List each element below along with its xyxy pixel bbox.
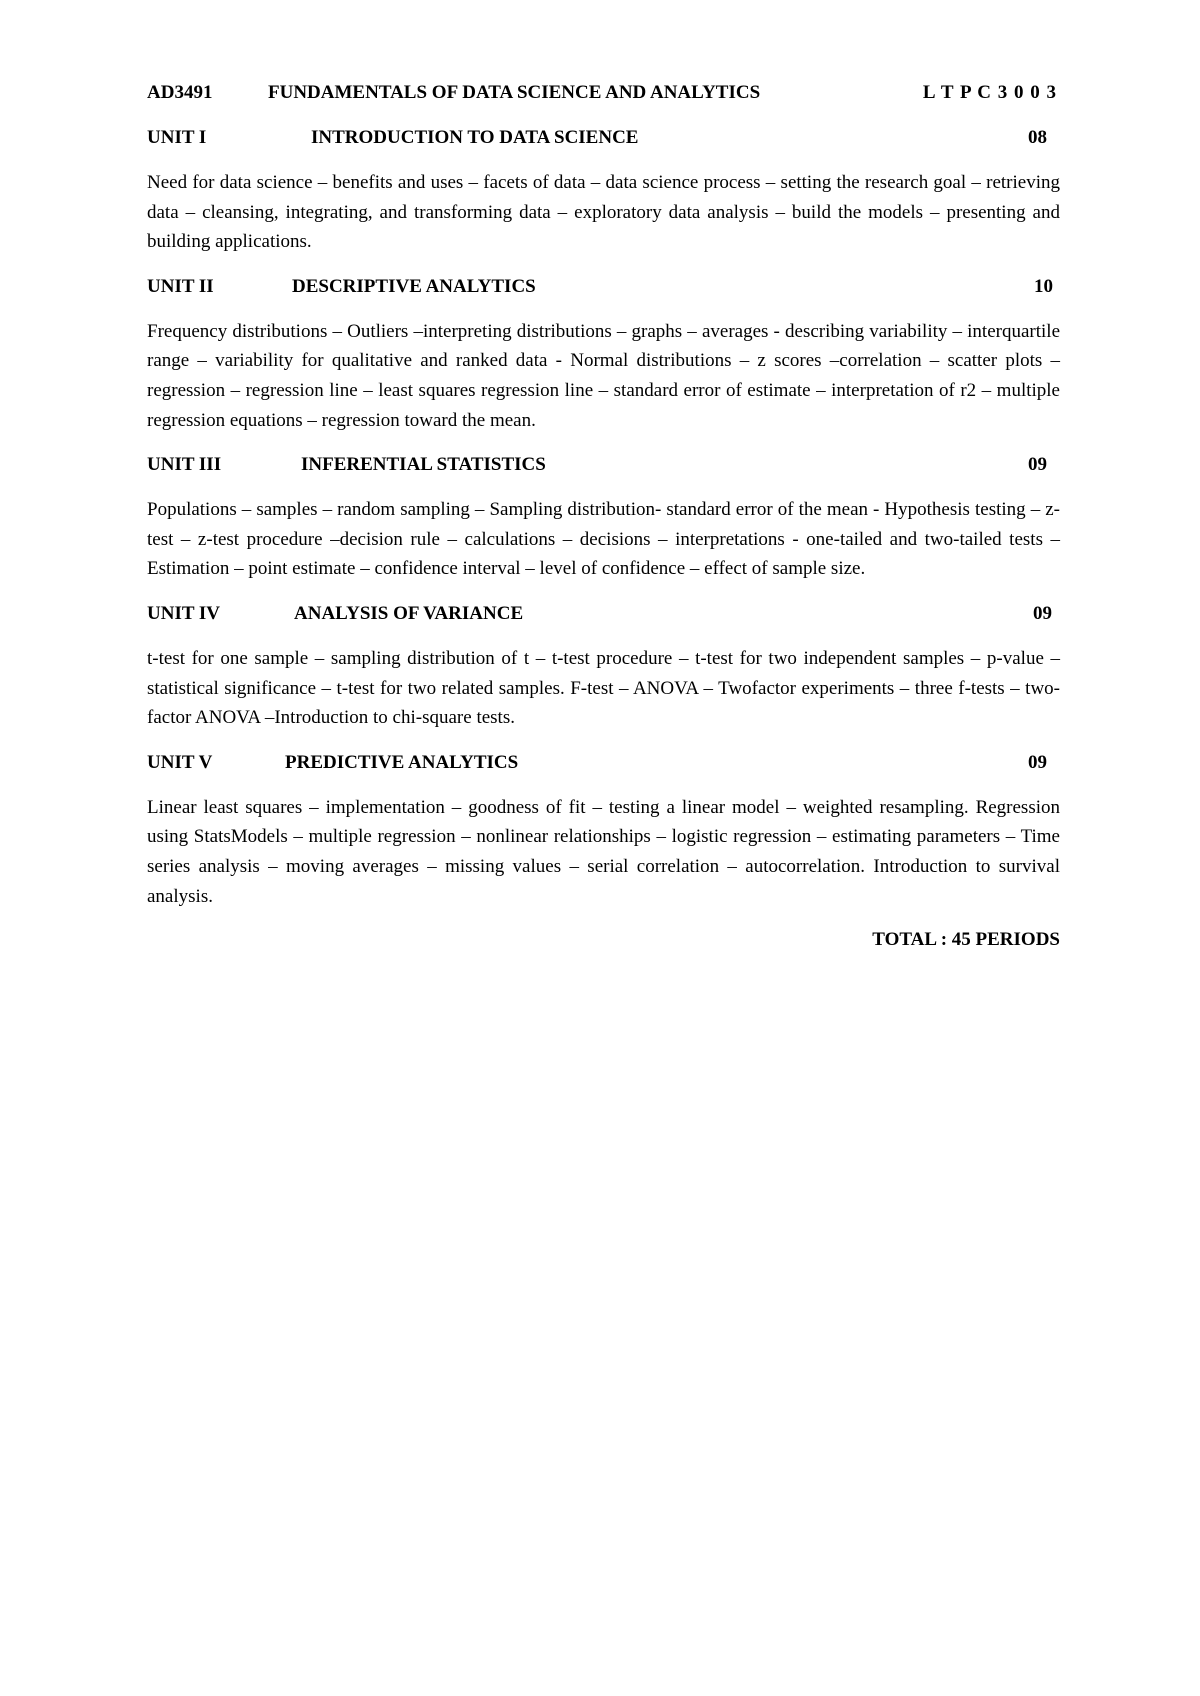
unit-title: PREDICTIVE ANALYTICS	[285, 751, 519, 773]
unit-label: UNIT II	[147, 275, 214, 297]
unit-heading	[147, 123, 1060, 153]
syllabus-page	[147, 78, 1060, 955]
course-ltpc: L T P C 3 0 0 3	[922, 82, 1057, 103]
unit-title: INFERENTIAL STATISTICS	[301, 454, 546, 476]
course-title: FUNDAMENTALS OF DATA SCIENCE AND ANALYTICS	[268, 82, 761, 103]
unit-heading	[147, 599, 1060, 629]
unit-content: t-test for one sample – sampling distribution of t – t-test procedure – t-test for two independent samples – p-value – statistical significance – t-test for two related samples. F-test – ANOVA – Twofactor experiments – three f-tests – two-factor ANOVA –Introduction to chi-square tests.	[147, 647, 1060, 729]
course-header	[147, 78, 1060, 108]
unit-hours: 09	[1028, 751, 1047, 773]
unit-heading	[147, 748, 1060, 778]
unit-label: UNIT V	[147, 751, 213, 773]
unit-label: UNIT I	[147, 127, 207, 148]
unit-content: Need for data science – benefits and uses – facets of data – data science process – setting the research goal – retrieving data – cleansing, integrating, and transforming data – exploratory data analysis – build the models – presenting and building applications.	[147, 172, 1060, 253]
unit-content: Populations – samples – random sampling – Sampling distribution- standard error of the mean - Hypothesis testing – z-test – z-test procedure –decision rule – calculations – decisions – interpretations - one-tailed and two-tailed tests – Estimation – point estimate – confidence interval – level of confidence – effect of sample size.	[147, 499, 1060, 580]
total-periods: TOTAL : 45 PERIODS	[872, 929, 1060, 951]
unit-3	[147, 450, 1060, 584]
unit-hours: 09	[1033, 602, 1052, 624]
unit-content: Linear least squares – implementation – goodness of fit – testing a linear model – weighted resampling. Regression using StatsModels – multiple regression – nonlinear relationships – logistic regression – estimating parameters – Time series analysis – moving averages – missing values – serial correlation – autocorrelation. Introduction to survival analysis.	[147, 796, 1060, 907]
unit-1	[147, 123, 1060, 257]
unit-5	[147, 748, 1060, 911]
unit-label: UNIT IV	[147, 602, 221, 624]
unit-hours: 09	[1028, 454, 1047, 476]
unit-title: INTRODUCTION TO DATA SCIENCE	[311, 127, 639, 148]
course-code: AD3491	[147, 82, 213, 103]
unit-heading	[147, 450, 1060, 480]
unit-title: ANALYSIS OF VARIANCE	[294, 602, 524, 624]
unit-hours: 08	[1028, 127, 1047, 148]
unit-label: UNIT III	[147, 454, 222, 476]
unit-content: Frequency distributions – Outliers –interpreting distributions – graphs – averages - describing variability – interquartile range – variability for qualitative and ranked data - Normal distributions – z scores –correlation – scatter plots – regression – regression line – least squares regression line – standard error of estimate – interpretation of r2 – multiple regression equations – regression toward the mean.	[147, 320, 1060, 431]
unit-hours: 10	[1034, 275, 1053, 297]
unit-4	[147, 599, 1060, 733]
unit-title: DESCRIPTIVE ANALYTICS	[292, 275, 536, 297]
unit-heading	[147, 272, 1060, 302]
unit-2	[147, 272, 1060, 435]
